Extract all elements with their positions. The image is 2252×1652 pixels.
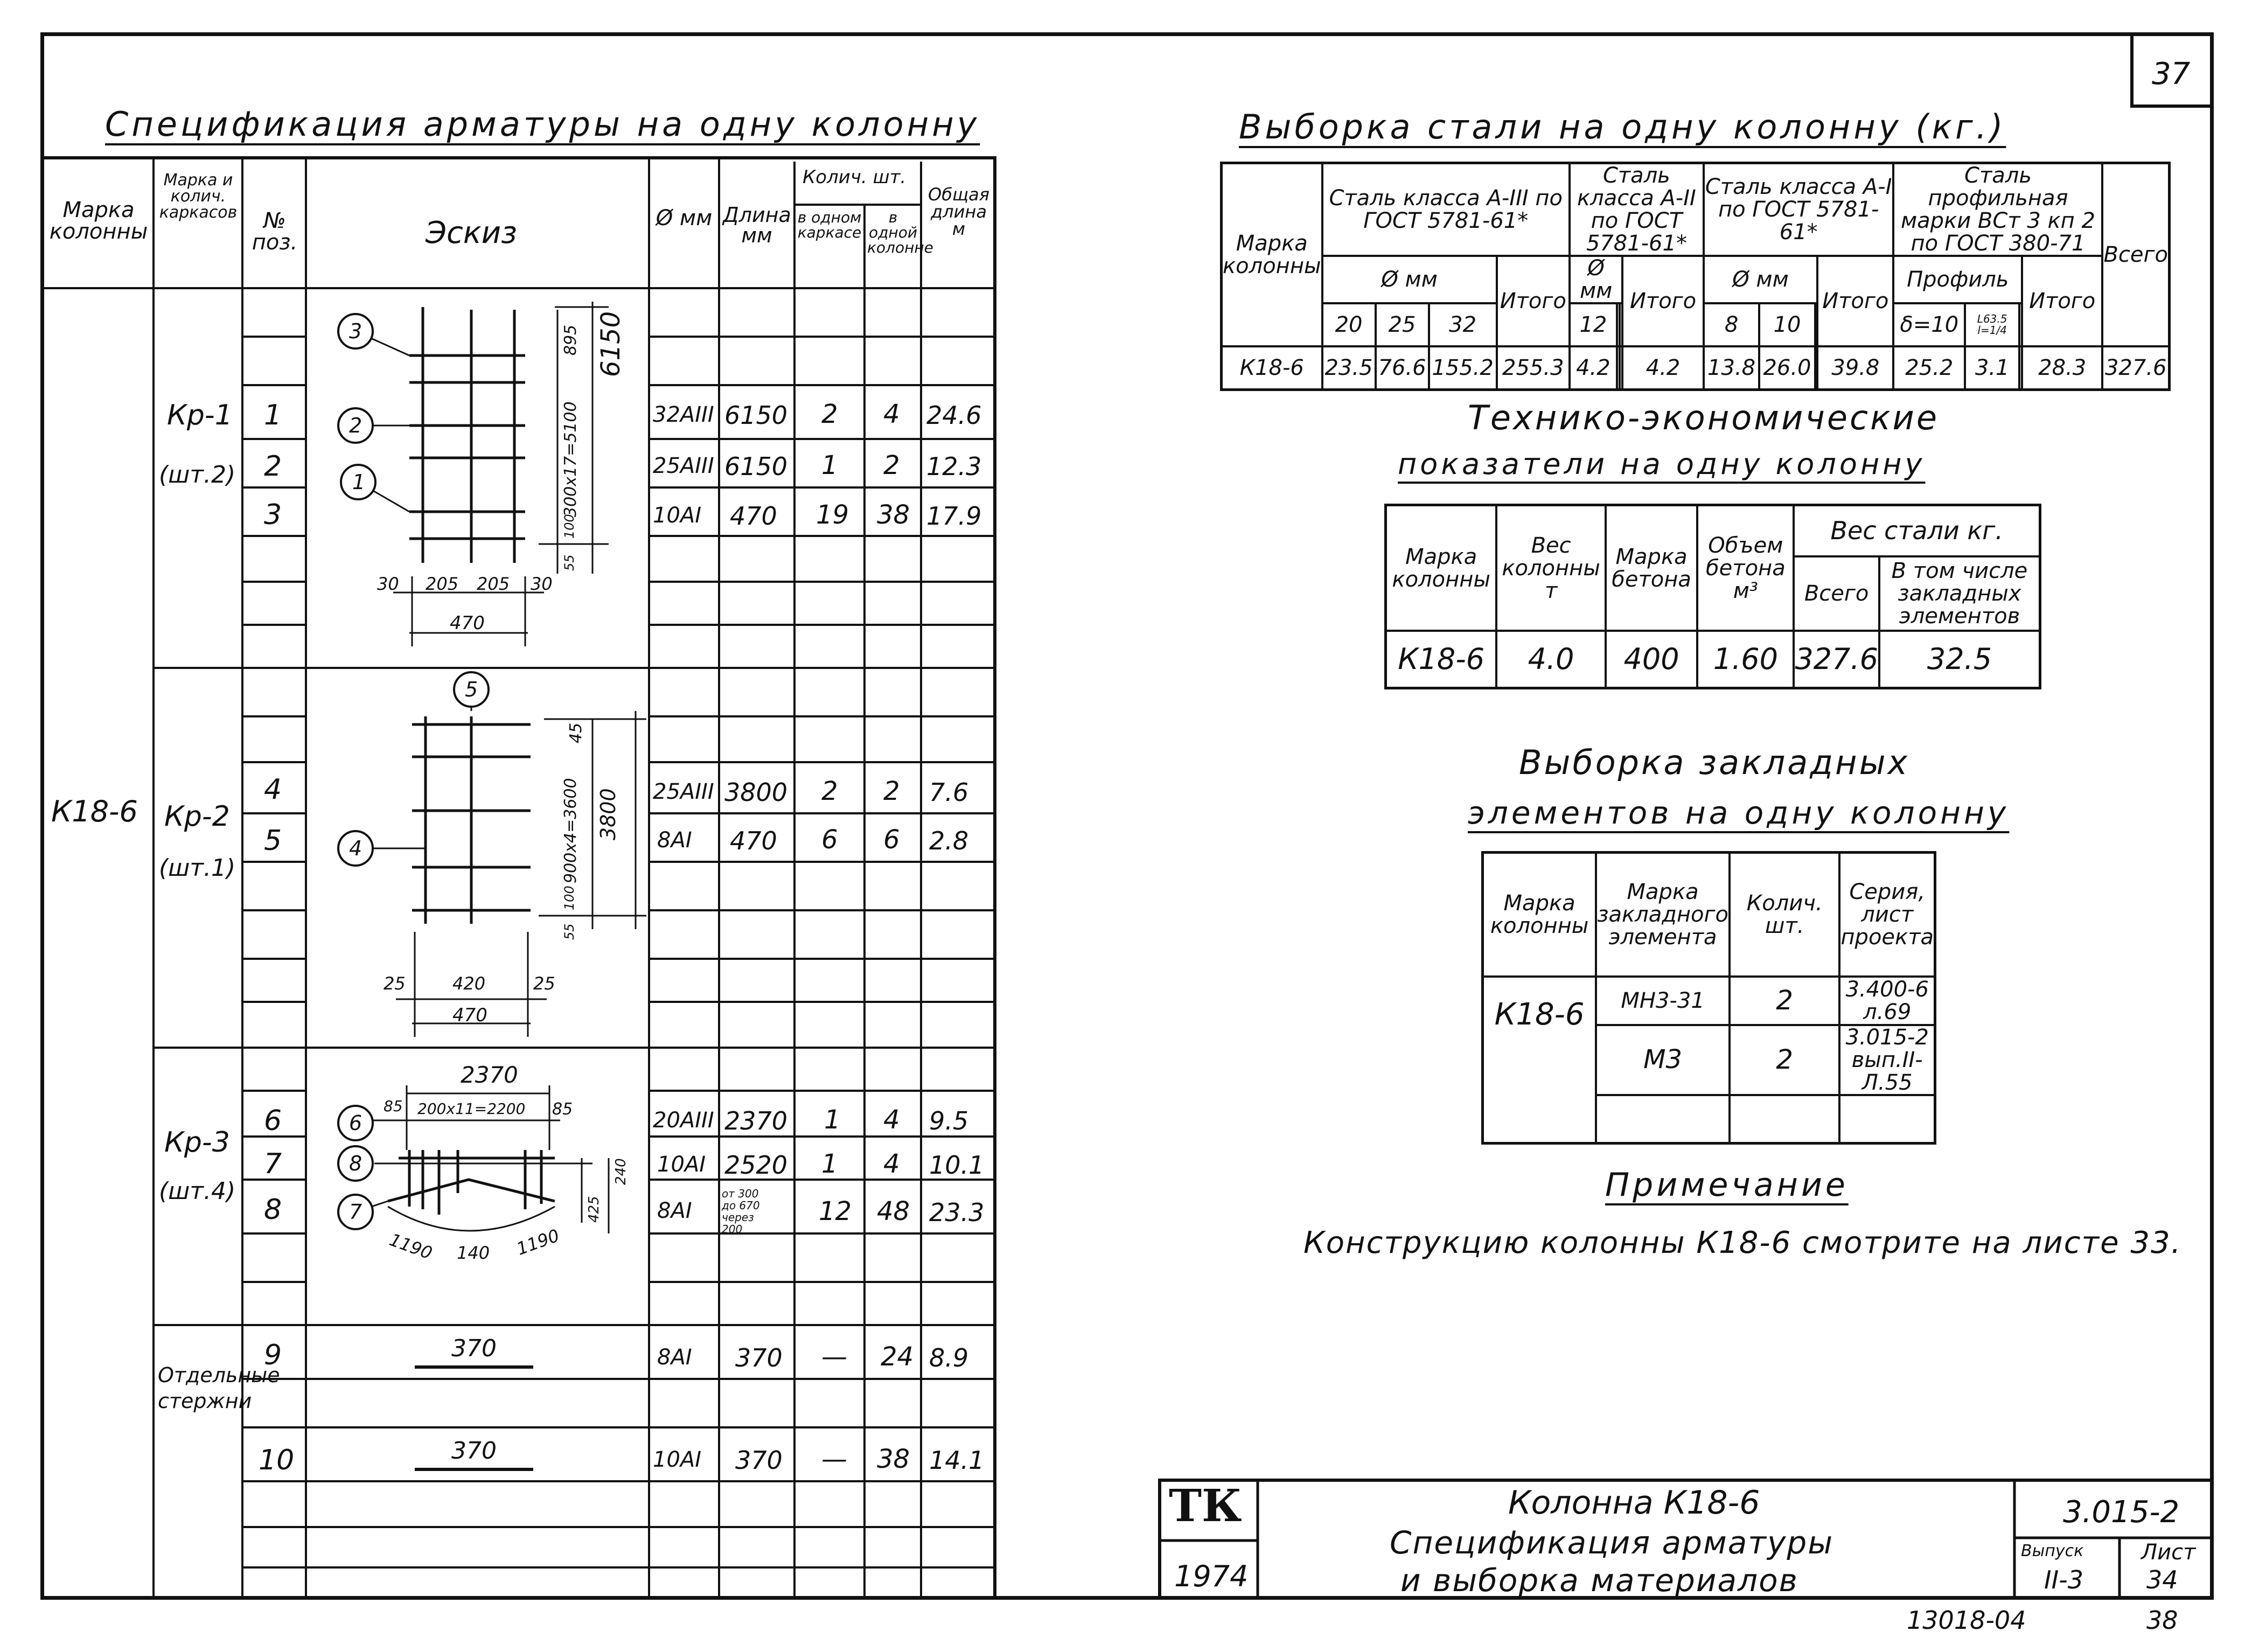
tech-h-mark: Марка колонны [1386, 505, 1497, 631]
emb-row-2-qty: 2 [1730, 1025, 1839, 1095]
tech-row-mark: К18-6 [1386, 631, 1497, 688]
footer-page: 38 [2146, 1606, 2178, 1635]
steel-h-a1: Сталь класса А-I по ГОСТ 5781-61* [1704, 163, 1894, 256]
row-10-col: 38 [877, 1444, 910, 1474]
steel-h-phi-3: Ø мм [1704, 256, 1817, 303]
sketch-1-d3: 205 [477, 574, 510, 594]
sketch-3-l1: 85 [384, 1097, 403, 1115]
row-3-diam: 10АI [653, 503, 702, 528]
steel-h-a3: Сталь класса А-III по ГОСТ 5781-61* [1322, 163, 1570, 256]
steel-h-itogo-2: Итого [1622, 256, 1704, 346]
row-8-len: от 300 до 670 через 200 [722, 1187, 760, 1236]
steel-h-itogo-4: Итого [2022, 256, 2103, 346]
row-8-col: 48 [877, 1196, 910, 1226]
row-2-col: 2 [883, 450, 900, 480]
sketch-1-mark-1: 1 [352, 470, 366, 494]
spec-h-total: Общая длина м [928, 184, 989, 239]
sketch-3-mark-8: 8 [349, 1152, 362, 1175]
steel-h-itogo-1: Итого [1497, 256, 1570, 346]
spec-h-col-mark: Марка колонны [49, 198, 148, 244]
emb-col: К18-6 [1483, 977, 1596, 1144]
row-10-diam: 10АI [653, 1447, 702, 1472]
stamp-title-1: Колонна К18-6 [1508, 1484, 1760, 1522]
steel-row-10: 26.0 [1759, 346, 1815, 389]
sketch-2-v1: 45 [567, 722, 585, 743]
emb-row-2-el: М3 [1596, 1025, 1730, 1095]
row-8-cage: 12 [819, 1196, 852, 1226]
row-9-col: 24 [881, 1342, 914, 1372]
sketch-2-width: 470 [452, 1005, 487, 1026]
note-title: Примечание [1605, 1166, 1849, 1204]
sketch-2-height: 3800 [596, 788, 620, 840]
row-3-pos: 3 [264, 499, 282, 531]
row-1-len: 6150 [724, 401, 788, 430]
sketch-2-v4: 55 [562, 923, 577, 940]
steel-row-mark: К18-6 [1222, 346, 1322, 389]
tech-h-steel: Вес стали кг. [1794, 505, 2040, 557]
row-8-diam: 8АI [657, 1198, 692, 1223]
row-10-cage: — [821, 1444, 847, 1474]
steel-row-itogo-2: 4.2 [1622, 346, 1704, 389]
steel-row-20: 23.5 [1322, 346, 1376, 389]
sketch-3-r1: 85 [552, 1100, 573, 1119]
sketch-1-d2: 205 [426, 574, 459, 594]
steel-sub-angle: L63.5 l=1/4 [1965, 303, 2019, 346]
tech-row-volume: 1.60 [1697, 631, 1794, 688]
row-9-cage: — [821, 1342, 847, 1372]
footer-code: 13018-04 [1907, 1606, 2026, 1635]
stamp-h-sheet: Лист [2141, 1540, 2196, 1565]
emb-row-2-ref: 3.015-2 вып.II-Л.55 [1839, 1025, 1935, 1095]
row-4-len: 3800 [724, 778, 788, 807]
row-10-pos: 10 [259, 1444, 295, 1476]
tech-h-total: Всего [1794, 556, 1879, 631]
note-text: Конструкцию колонны К18-6 смотрите на листе 33. [1303, 1225, 2182, 1260]
sketch-3-seg3: 1190 [513, 1225, 562, 1259]
steel-h-phi-1: Ø мм [1322, 256, 1497, 303]
row-4-cage: 2 [821, 776, 838, 806]
row-7-col: 4 [883, 1149, 900, 1179]
sketch-2-v3: 100 [562, 886, 577, 910]
tech-row-total: 327.6 [1794, 631, 1879, 688]
steel-sub-plate: δ=10 [1893, 303, 1965, 346]
steel-h-profile: Профиль [1893, 256, 2021, 303]
row-9-total: 8.9 [929, 1343, 969, 1372]
sketch-1-v4: 55 [562, 554, 577, 571]
steel-h-vsego: Всего [2102, 163, 2169, 347]
steel-sub-10: 10 [1759, 303, 1815, 346]
row-7-len: 2520 [724, 1151, 788, 1180]
steel-row-itogo-1: 255.3 [1497, 346, 1570, 389]
row-1-col: 4 [883, 399, 900, 429]
sketch-10-label: 370 [451, 1437, 497, 1465]
tech-h-concrete-mark: Марка бетона [1606, 505, 1698, 631]
steel-row-12: 4.2 [1570, 346, 1617, 389]
tech-row-embedded: 32.5 [1879, 631, 2040, 688]
spec-h-qty-cage: в одном каркасе [797, 208, 862, 241]
steel-h-phi-2: Ø мм [1570, 256, 1622, 303]
steel-row-8: 13.8 [1704, 346, 1759, 389]
sketch-2-mark-4: 4 [349, 837, 362, 860]
sketch-9-label: 370 [451, 1335, 497, 1362]
steel-h-itogo-3: Итого [1817, 256, 1893, 346]
steel-title: Выборка стали на одну колонну (кг.) [1239, 107, 2006, 147]
sketch-1-width: 470 [450, 612, 485, 634]
tech-row-concrete: 400 [1606, 631, 1698, 688]
spec-group-1-mark: Кр-1 [167, 399, 233, 431]
row-7-diam: 10АI [657, 1152, 706, 1177]
spec-h-qty-col: в одной колонне [867, 208, 933, 256]
row-10-total: 14.1 [929, 1446, 985, 1475]
tech-title-1: Технико-экономические [1468, 398, 1939, 437]
sketch-3-h2: 425 [586, 1196, 602, 1223]
row-7-cage: 1 [821, 1149, 838, 1179]
row-4-diam: 25АIII [653, 779, 714, 804]
spec-group-2-count: (шт.1) [159, 854, 236, 882]
steel-sub-32: 32 [1429, 303, 1497, 346]
spec-group-4-mark: Отдельные стержни [158, 1363, 280, 1413]
tech-row-weight: 4.0 [1496, 631, 1605, 688]
sketch-2-d1: 25 [384, 973, 406, 994]
spec-h-len: Длина мм [723, 203, 791, 247]
row-5-cage: 6 [821, 825, 838, 855]
steel-sub-12: 12 [1570, 303, 1617, 346]
spec-group-3-count: (шт.4) [159, 1177, 236, 1205]
row-6-diam: 20АIII [653, 1108, 714, 1133]
row-1-cage: 2 [821, 399, 838, 429]
stamp-title-2: Спецификация арматуры [1390, 1524, 1834, 1561]
spec-h-diam: Ø мм [656, 206, 713, 231]
sketch-3-seg2: 140 [457, 1243, 490, 1263]
sketch-1-d4: 30 [531, 574, 553, 594]
emb-title-1: Выборка закладных [1519, 743, 1910, 782]
sketch-1-v1: 895 [561, 324, 580, 356]
sketch-3-top: 2370 [461, 1062, 518, 1088]
steel-h-a2: Сталь класса А-II по ГОСТ 5781-61* [1570, 163, 1704, 256]
row-2-len: 6150 [724, 452, 788, 481]
row-2-cage: 1 [821, 450, 838, 480]
emb-row-1-el: МН3-31 [1596, 977, 1730, 1025]
steel-sub-8: 8 [1704, 303, 1759, 346]
row-2-pos: 2 [264, 450, 282, 483]
steel-row-itogo-4: 28.3 [2022, 346, 2103, 389]
emb-title-2: элементов на одну колонну [1468, 794, 2010, 831]
row-7-pos: 7 [264, 1148, 282, 1180]
row-6-total: 9.5 [929, 1106, 969, 1135]
row-3-cage: 19 [816, 500, 849, 530]
row-9-len: 370 [735, 1343, 783, 1372]
steel-row-itogo-3: 39.8 [1817, 346, 1893, 389]
row-1-pos: 1 [264, 399, 282, 431]
emb-row-1-qty: 2 [1730, 977, 1839, 1025]
sketch-1-height: 6150 [596, 311, 626, 377]
sketch-3-mid: 200x11=2200 [417, 1100, 526, 1118]
steel-h-mark: Марка колонны [1222, 163, 1322, 347]
emb-h-qty: Колич. шт. [1730, 853, 1839, 977]
row-9-diam: 8АI [657, 1345, 692, 1370]
tech-h-weight: Вес колонны т [1496, 505, 1605, 631]
row-5-total: 2.8 [929, 826, 969, 855]
tech-h-volume: Объем бетона м³ [1697, 505, 1794, 631]
spec-title: Спецификация арматуры на одну колонну [105, 104, 980, 144]
spec-group-3-mark: Кр-3 [164, 1126, 230, 1159]
row-5-pos: 5 [264, 825, 282, 857]
row-6-col: 4 [883, 1105, 900, 1135]
tech-h-embedded: В том числе закладных элементов [1879, 556, 2040, 631]
sketch-1-v3: 100 [562, 514, 577, 539]
spec-h-cage-mark: Марка и колич. каркасов [159, 171, 238, 222]
emb-h-element: Марка закладного элемента [1596, 853, 1730, 977]
spec-h-qty-group: Колич. шт. [803, 166, 907, 188]
sketch-1-v2: 300x17=5100 [561, 401, 580, 517]
sketch-3-mark-6: 6 [349, 1111, 362, 1135]
tech-title-2: показатели на одну колонну [1398, 447, 1926, 481]
sketch-1-mark-3: 3 [349, 319, 362, 343]
steel-row-vsego: 327.6 [2102, 346, 2169, 389]
spec-h-pos: № поз. [252, 208, 298, 255]
row-7-total: 10.1 [929, 1151, 985, 1180]
row-5-col: 6 [883, 825, 900, 855]
sketch-3-h1: 240 [613, 1158, 629, 1185]
stamp-h-issue: Выпуск [2021, 1542, 2084, 1560]
stamp-issue: II-3 [2044, 1565, 2083, 1594]
emb-h-col: Марка колонны [1483, 853, 1596, 977]
row-5-diam: 8АI [657, 828, 692, 853]
sketch-3-seg1: 1190 [387, 1229, 435, 1264]
stamp-year: 1974 [1174, 1559, 1249, 1593]
row-10-len: 370 [735, 1446, 783, 1475]
row-2-diam: 25АIII [653, 454, 714, 478]
row-6-len: 2370 [724, 1106, 788, 1135]
steel-row-plate: 25.2 [1893, 346, 1965, 389]
steel-row-32: 155.2 [1429, 346, 1497, 389]
sketch-2-v2: 900x4=3600 [561, 778, 580, 883]
row-4-pos: 4 [264, 773, 282, 806]
emb-row-1-ref: 3.400-6 л.69 [1839, 977, 1935, 1025]
sketch-2-d3: 25 [533, 973, 555, 994]
stamp-code: 3.015-2 [2063, 1495, 2180, 1530]
emb-h-ref: Серия, лист проекта [1839, 853, 1935, 977]
sketch-1-mark-2: 2 [349, 414, 362, 437]
row-3-len: 470 [730, 501, 777, 531]
stamp-sheet: 34 [2146, 1565, 2178, 1594]
steel-sub-25: 25 [1376, 303, 1429, 346]
row-2-total: 12.3 [926, 452, 982, 481]
spec-group-2-mark: Кр-2 [164, 800, 230, 833]
spec-column-mark: К18-6 [51, 794, 138, 828]
row-4-total: 7.6 [929, 778, 969, 807]
row-6-cage: 1 [824, 1105, 841, 1135]
stamp-title-3: и выборка материалов [1400, 1562, 1798, 1599]
row-9-pos: 9 [264, 1339, 282, 1371]
row-1-total: 24.6 [926, 401, 982, 430]
spec-group-1-count: (шт.2) [159, 461, 236, 489]
row-5-len: 470 [730, 826, 777, 855]
stamp-logo: ТК [1169, 1480, 1242, 1532]
row-3-total: 17.9 [926, 501, 982, 531]
row-8-total: 23.3 [929, 1198, 985, 1227]
steel-sub-20: 20 [1322, 303, 1376, 346]
row-8-pos: 8 [264, 1194, 282, 1226]
row-1-diam: 32АIII [653, 402, 714, 427]
row-4-col: 2 [883, 776, 900, 806]
row-6-pos: 6 [264, 1105, 282, 1137]
steel-h-prof: Сталь профильная марки ВСт 3 кп 2 по ГОСТ 380-71 [1893, 163, 2102, 256]
sketch-1-d1: 30 [377, 574, 399, 594]
row-3-col: 38 [877, 500, 910, 530]
corner-number: 37 [2152, 57, 2191, 92]
spec-h-sketch: Эскиз [426, 215, 517, 250]
steel-row-25: 76.6 [1376, 346, 1429, 389]
steel-row-angle: 3.1 [1965, 346, 2019, 389]
sketch-2-d2: 420 [452, 973, 486, 994]
sketch-3-mark-7: 7 [349, 1200, 362, 1224]
sketch-2-mark-5: 5 [465, 678, 478, 701]
